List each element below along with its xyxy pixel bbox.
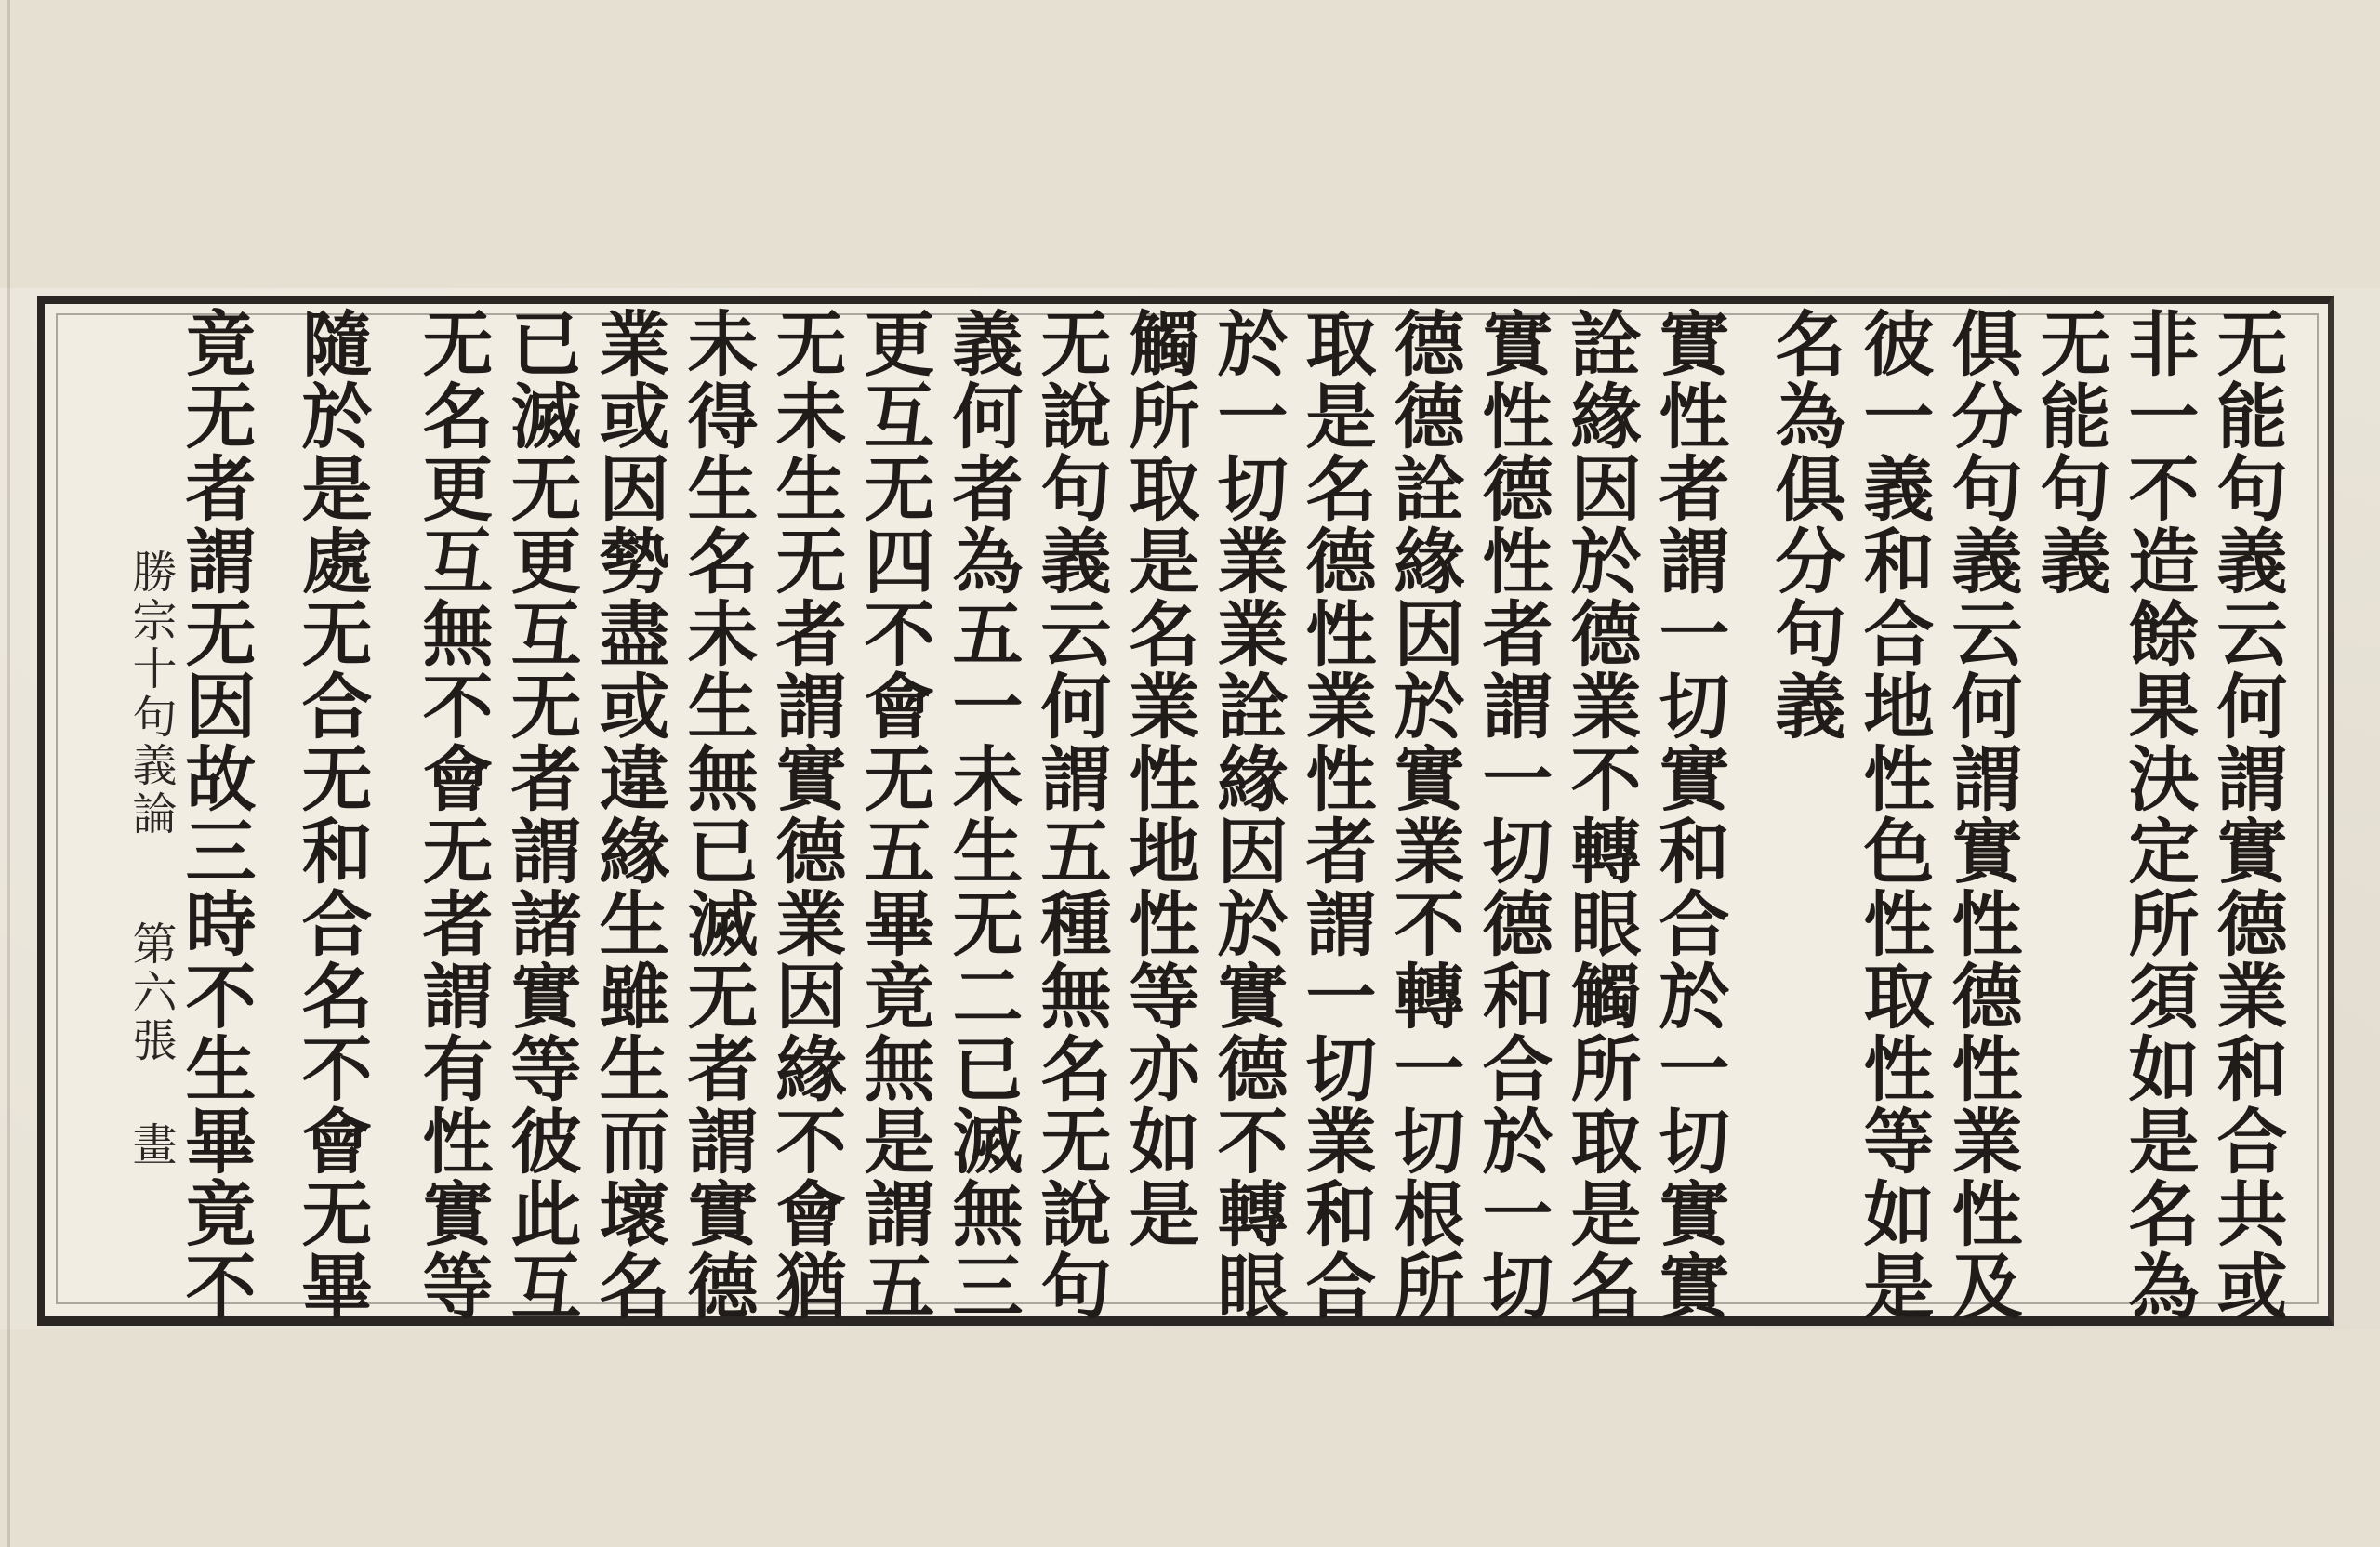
text-column: 德德詮緣因於實業不轉一切根所: [1382, 307, 1465, 1322]
text-column: 俱分句義云何謂實性德性業性及: [1940, 307, 2023, 1322]
text-column: 詮緣因於德業不轉眼觸所取是名: [1559, 307, 1642, 1322]
text-column: 彼一義和合地性色性取性等如是: [1852, 307, 1935, 1322]
text-column: 實性者謂一切實和合於一切實實: [1647, 307, 1730, 1322]
text-column: 竟无者謂无因故三時不生畢竟不: [174, 307, 257, 1322]
bottom-margin: [0, 1329, 2380, 1547]
text-column: 於一切業業詮緣因於實德不轉眼: [1206, 307, 1289, 1322]
text-column: 名為俱分句義: [1764, 307, 1846, 742]
text-column: 非一不造餘果決定所須如是名為: [2117, 307, 2200, 1322]
text-column: 已滅无更互无者謂諸實等彼此互: [499, 307, 582, 1322]
text-column: 无說句義云何謂五種無名无說句: [1029, 307, 1112, 1322]
text-column: 无能句義云何謂實德業和合共或: [2205, 307, 2288, 1322]
text-column: 无未生无者謂實德業因緣不會猶: [764, 307, 847, 1322]
text-column: 无名更互無不會无者謂有性實等: [411, 307, 494, 1322]
text-column: 更互无四不會无五畢竟無是謂五: [853, 307, 935, 1322]
text-column: 隨於是處无合无和合名不會无畢: [290, 307, 373, 1322]
text-column: 義何者為五一未生无二已滅無三: [941, 307, 1024, 1322]
text-column: 業或因勢盡或違緣生雖生而壞名: [588, 307, 670, 1322]
text-column: 實性德性者謂一切德和合於一切: [1471, 307, 1554, 1322]
page-number: 第六張 畫: [125, 920, 177, 1170]
text-column: 无能句義: [2029, 307, 2111, 597]
text-column: 取是名德性業性者謂一切業和合: [1294, 307, 1377, 1322]
top-margin: [0, 0, 2380, 288]
text-column: 未得生名未生無已滅无者謂實德: [676, 307, 759, 1322]
page-fold: [7, 0, 10, 1547]
book-title: 勝宗十句義論: [125, 549, 177, 839]
text-column: 觸所取是名業性地性等亦如是: [1117, 307, 1200, 1250]
